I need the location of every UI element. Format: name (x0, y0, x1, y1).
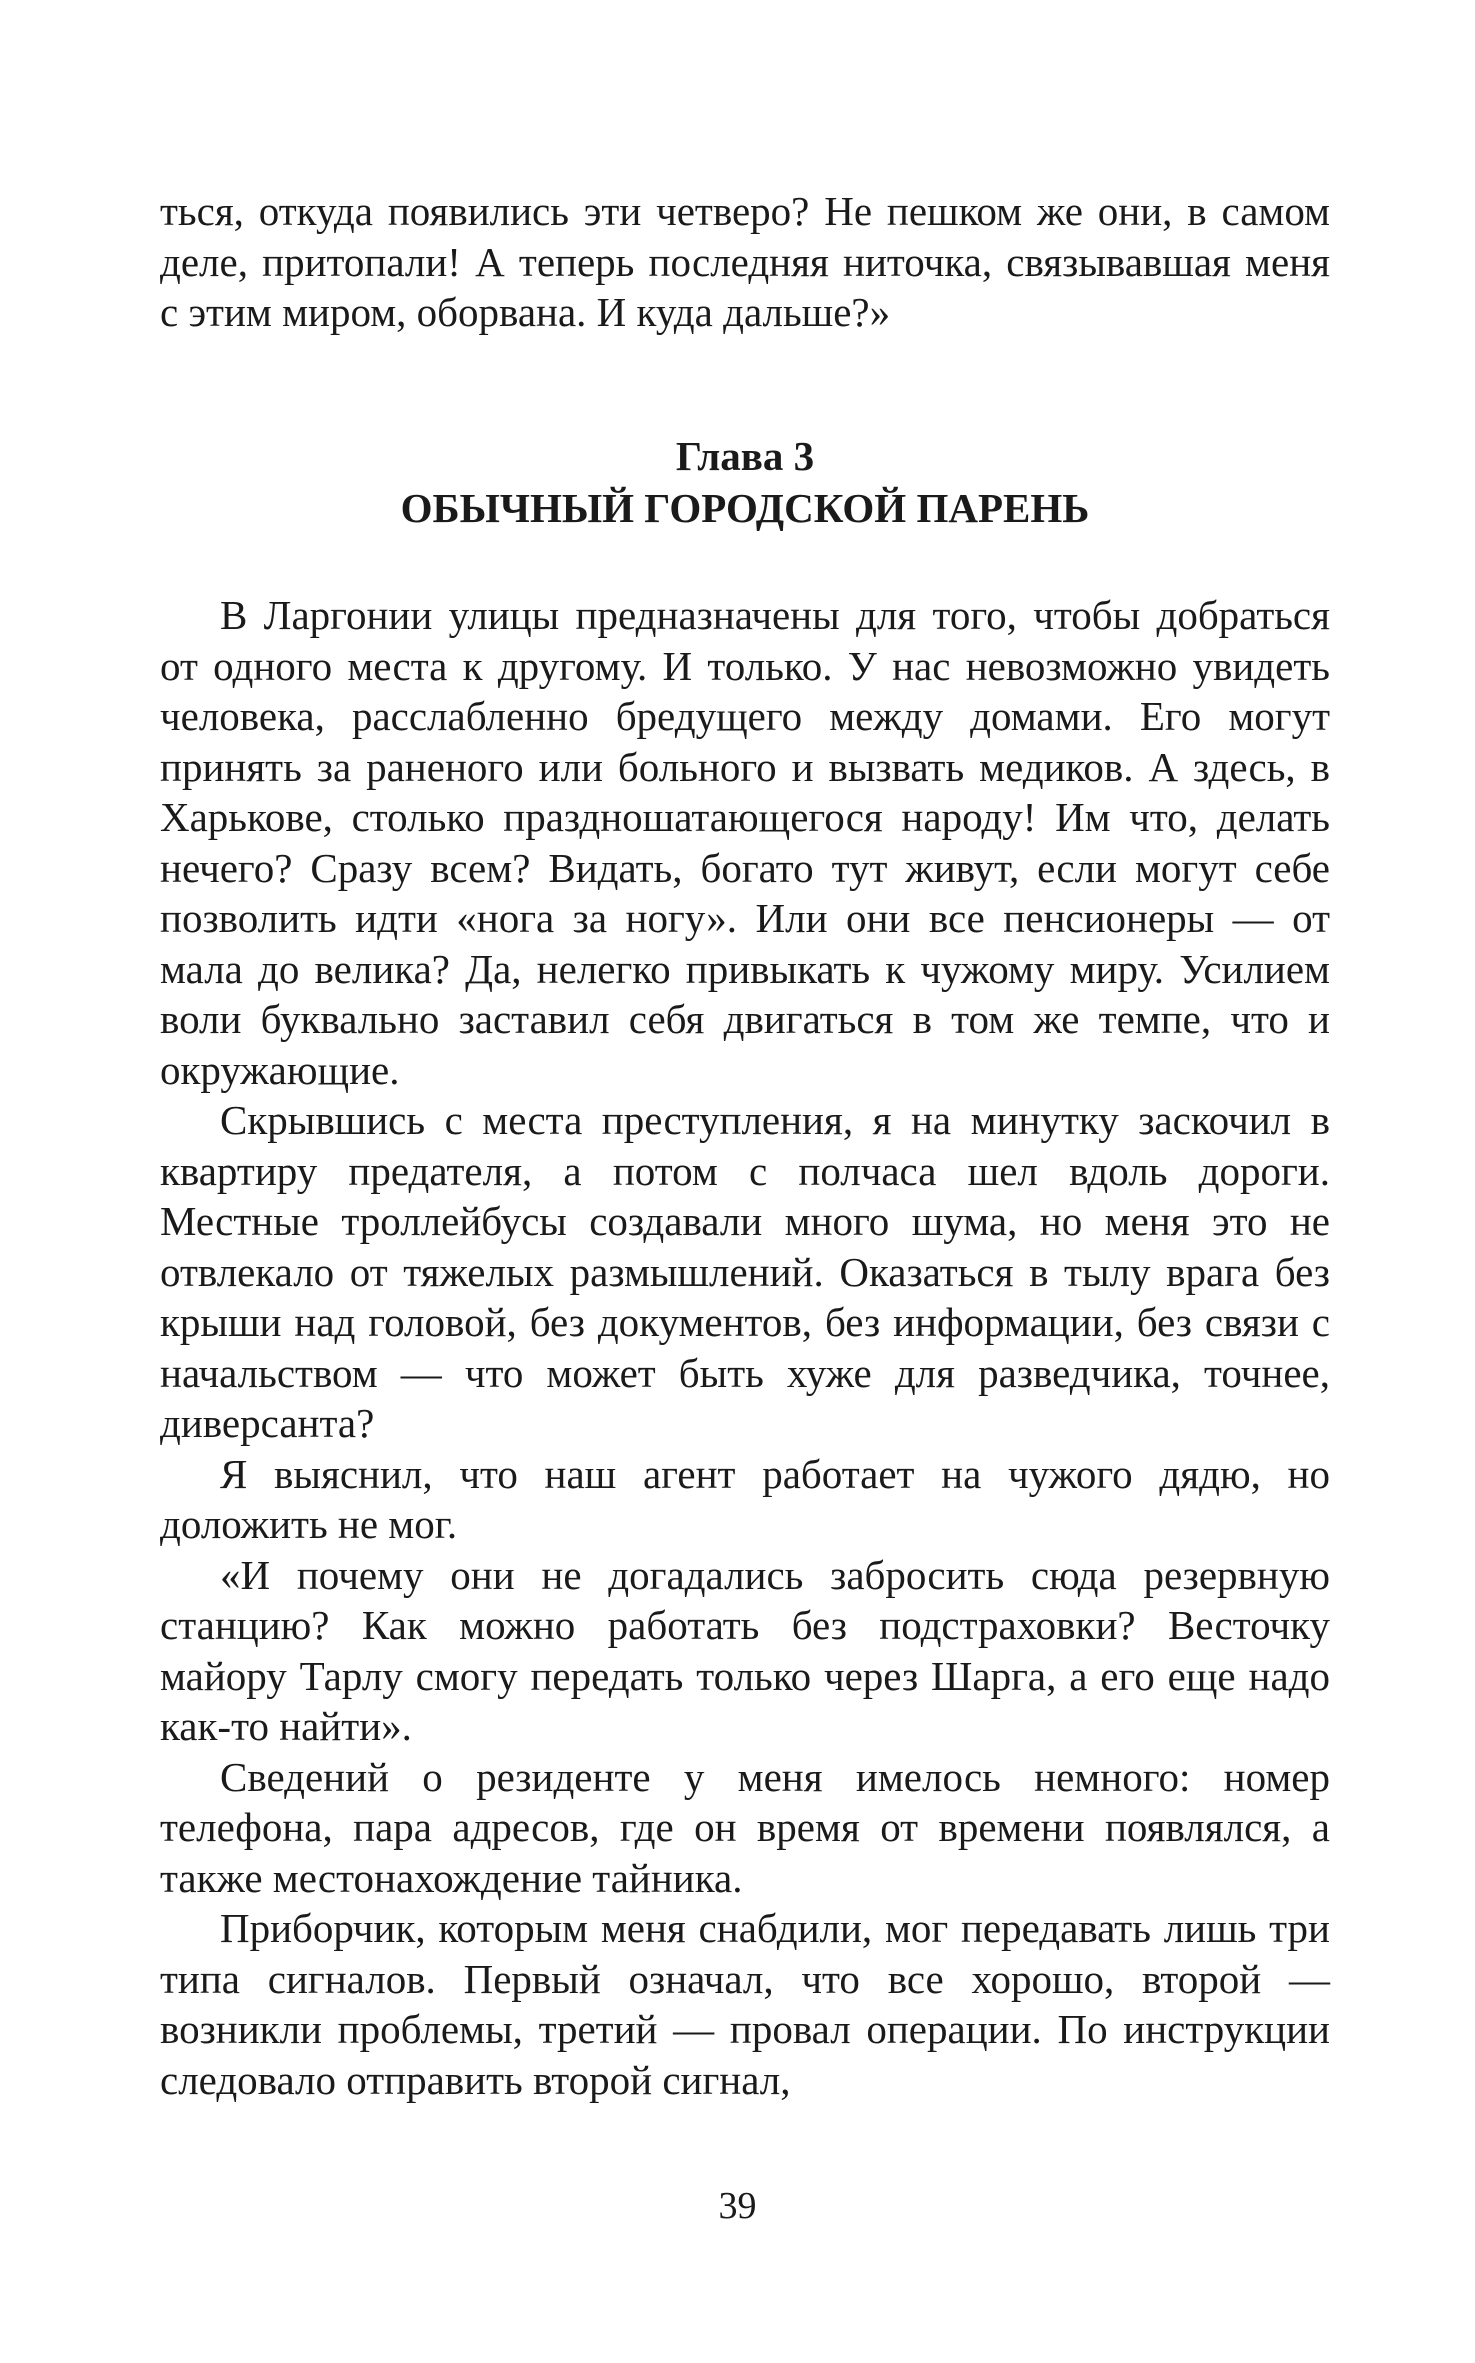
intro-paragraph: ться, откуда появились эти четверо? Не пешком же они, в самом деле, притопали! А теперь последняя ниточка, связывавшая меня с этим миром, оборвана. И куда дальше?» (160, 188, 1330, 335)
chapter-body (160, 590, 1330, 2105)
paragraph: В Ларгонии улицы предназначены для того, чтобы добраться от одного места к другому. И только. У нас невозможно увидеть человека, расслабленно бредущего между домами. Его могут принять за раненого или больного и вызвать медиков. А здесь, в Харькове, столько праздношатающегося народу! Им что, делать нечего? Сразу всем? Видать, богато тут живут, если могут себе позволить идти «нога за ногу». Или они все пенсионеры — от мала до велика? Да, нелегко привыкать к чужому миру. Усилием воли буквально заставил себя двигаться в том же темпе, что и окружающие. (160, 592, 1330, 1093)
intro-text (160, 186, 1330, 338)
page-number: 39 (718, 2185, 757, 2227)
paragraph: Приборчик, которым меня снабдили, мог передавать лишь три типа сигналов. Первый означал, что все хорошо, второй — возникли проблемы, третий — провал операции. По инструкции следовало отправить второй сигнал, (160, 1905, 1330, 2103)
chapter-heading (160, 430, 1330, 534)
chapter-title: ОБЫЧНЫЙ ГОРОДСКОЙ ПАРЕНЬ (400, 485, 1090, 531)
chapter-number: Глава 3 (675, 433, 815, 479)
paragraph: Сведений о резиденте у меня имелось немного: номер телефона, пара адресов, где он время от времени появлялся, а также местонахождение тайника. (160, 1753, 1330, 1901)
paragraph: Я выяснил, что наш агент работает на чужого дядю, но доложить не мог. (160, 1450, 1330, 1547)
paragraph: Скрывшись с места преступления, я на минутку заскочил в квартиру предателя, а потом с полчаса шел вдоль дороги. Местные троллейбусы создавали много шума, но меня это не отвлекало от тяжелых размышлений. Оказаться в тылу врага без крыши над головой, без документов, без информации, без связи с начальством — что может быть хуже для разведчика, точнее, диверсанта? (160, 1097, 1330, 1446)
paragraph: «И почему они не догадались забросить сюда резервную станцию? Как можно работать без подстраховки? Весточку майору Тарлу смогу передать только через Шарга, а его еще надо как-то найти». (160, 1551, 1330, 1749)
